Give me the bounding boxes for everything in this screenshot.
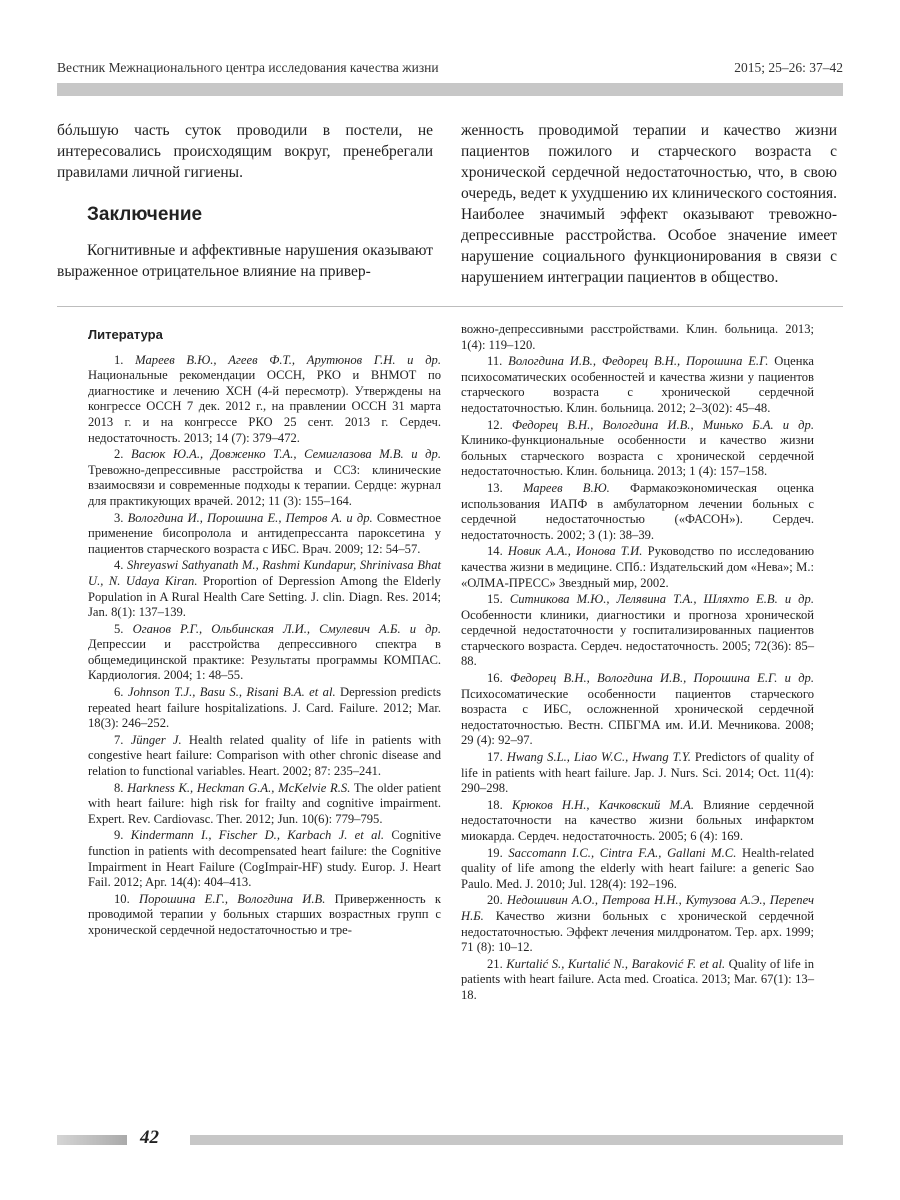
reference-authors: Saccomann I.C., Cintra F.A., Gallani M.C. (508, 845, 737, 860)
reference-item (461, 798, 814, 845)
reference-authors: Jünger J. (130, 732, 182, 747)
reference-authors: Васюк Ю.А., Довженко Т.А., Семиглазова М.В. и др. (131, 447, 441, 462)
reference-authors: Kurtalić S., Kurtalić N., Baraković F. et al. (506, 956, 726, 971)
reference-item (461, 846, 814, 893)
reference-authors: Федорец В.Н., Вологдина И.В., Порошина Е.Г. и др. (510, 671, 815, 686)
section-divider (57, 306, 843, 307)
body-text (57, 120, 843, 290)
reference-number: 19. (487, 845, 509, 860)
reference-item (88, 892, 441, 939)
reference-item (461, 592, 814, 670)
reference-item (88, 622, 441, 684)
reference-item (88, 828, 441, 890)
footer-bar-right (190, 1135, 843, 1145)
reference-text: Совместное применение бисопролола и антидепрессанта пароксетина у пациентов старческого возраста с ИБС. Врач. 2009; 12: 54–57. (88, 510, 441, 556)
reference-number: 20. (487, 893, 507, 908)
page-number: 42 (140, 1127, 159, 1148)
reference-number: 17. (487, 750, 507, 765)
reference-number: 13. (487, 480, 523, 495)
reference-item (461, 418, 814, 480)
reference-item (88, 353, 441, 447)
reference-number: 7. (114, 732, 131, 747)
journal-title: Вестник Межнационального центра исследования качества жизни (57, 60, 439, 75)
reference-number: 10. (114, 891, 140, 906)
reference-text: Качество жизни больных с хронической сердечной недостаточностью. Эффект лечения милдронатом. Тер. арх. 1999; 71 (8): 10–12. (461, 908, 814, 955)
reference-authors: Harkness K., Heckman G.A., McKelvie R.S. (127, 780, 351, 795)
reference-text: Тревожно-депрессивные расстройства и ССЗ: клинические взаимосвязи и современные подходы к терапии. Сердце: журнал для практикующих врачей. 2012; 11 (3): 155–164. (88, 462, 441, 508)
reference-number: 11. (487, 354, 509, 369)
issue-info: 2015; 25–26: 37–42 (734, 60, 843, 75)
reference-text: Депрессии и расстройства депрессивного спектра в общемедицинской практике: Результаты программы КОМПАС. Кардиология. 2004; 1: 48–55. (88, 637, 441, 683)
reference-text: Приверженность к проводимой терапии у больных старших возрастных групп с хронической сердечной недостаточностью и тре- (88, 891, 442, 937)
reference-number: 16. (487, 671, 511, 686)
reference-number: 12. (487, 417, 512, 432)
reference-item (88, 733, 441, 780)
reference-number: 4. (114, 558, 127, 573)
reference-authors: Оганов Р.Г., Ольбинская Л.И., Смулевич А.Б. и др. (132, 621, 441, 636)
reference-item (461, 671, 814, 749)
reference-text: Predictors of quality of life in patients with heart failure. Jap. J. Nurs. Sci. 2014; Oct. 11(4): 290–298. (461, 750, 815, 796)
body-paragraph: бóльшую часть суток проводили в постели, не интересовались происходящим вокруг, пренебрегали правилами личной гигиены. (57, 122, 433, 181)
references-section (88, 322, 843, 1102)
footer-bar-left (57, 1135, 127, 1145)
reference-text: Depression predicts repeated heart failure hospitalizations. J. Card. Failure. 2012; Mar. 18(3): 246–252. (88, 685, 442, 731)
reference-number: 21. (487, 956, 507, 971)
reference-text: Health-related quality of life among the elderly with heart failure: a generic Sao Paulo. Med. J. 2010; Jul. 128(4): 192–196. (461, 845, 815, 891)
reference-authors: Johnson T.J., Basu S., Risani B.A. et al. (127, 685, 336, 700)
reference-number: 6. (114, 685, 128, 700)
reference-item (88, 447, 441, 509)
reference-authors: Крюков Н.Н., Качковский М.А. (511, 797, 695, 812)
reference-item (461, 893, 814, 955)
reference-authors: Мареев В.Ю., Агеев Ф.Т., Арутюнов Г.Н. и др. (135, 352, 442, 367)
reference-text: Психосоматические особенности пациентов старческого возраста с ИБС, осложненной хронической сердечной недостаточностью. Вестн. СПБГМА им. И.И. Мечникова. 2008; 29 (4): 92–97. (461, 686, 814, 748)
body-column-right (461, 120, 837, 288)
reference-item (461, 481, 814, 543)
reference-number: 3. (114, 510, 128, 525)
reference-item (88, 685, 441, 732)
reference-item (88, 558, 441, 620)
reference-authors: Kindermann I., Fischer D., Karbach J. et al. (130, 828, 385, 843)
reference-authors: Новик А.А., Ионова Т.И. (507, 544, 643, 559)
reference-text: Клинико-функциональные особенности и качество жизни больных старческого возраста с хронической сердечной недостаточностью. Клин. больница. 2013; 1 (4): 157–158. (461, 433, 814, 479)
body-column-left (57, 120, 433, 282)
reference-authors: Hwang S.L., Liao W.C., Hwang T.Y. (506, 750, 691, 765)
references-heading: Литература (88, 327, 163, 342)
reference-number: 18. (487, 797, 512, 812)
body-paragraph: Когнитивные и аффективные нарушения оказывают выраженное отрицательное влияние на привер- (57, 242, 433, 280)
reference-item (461, 354, 814, 416)
reference-authors: Вологдина И., Порошина Е., Петров А. и др. (127, 510, 373, 525)
reference-authors: Ситникова М.Ю., Лелявина Т.А., Шляхто Е.В. и др. (509, 592, 814, 607)
reference-authors: Вологдина И.В., Федорец В.Н., Порошина Е.Г. (508, 354, 769, 369)
reference-number: 2. (114, 447, 132, 462)
reference-text: Health related quality of life in patients with congestive heart failure: Comparison with other chronic disease and relation to functional variables. Heart. 2002; 87: 235–241. (88, 732, 441, 779)
body-paragraph: женность проводимой терапии и качество жизни пациентов пожилого и старческого возраста с хронической сердечной недостаточностью, что, в свою очередь, ведет к ухудшению их клинического состояния. Наиболее значимый эффект оказывают тревожно-депрессивные расстройства. Особое значение имеет нарушение социального функционирования в связи с нарушением интеграции пациентов в общество. (461, 122, 837, 286)
reference-continuation: вожно-депрессивными расстройствами. Клин. больница. 2013; 1(4): 119–120. (461, 322, 814, 352)
reference-number: 14. (487, 544, 508, 559)
reference-text: Оценка психосоматических особенностей и качества жизни у пациентов старческого возраста с хронической сердечной недостаточностью. Клин. больница. 2012; 2–3(02): 45–48. (461, 354, 814, 415)
reference-number: 15. (487, 592, 510, 607)
reference-text: Влияние сердечной недостаточности на качество жизни больных инфарктом миокарда. Сердеч. недостаточность. 2005; 6 (4): 169. (461, 797, 815, 843)
reference-number: 8. (114, 780, 128, 795)
reference-authors: Мареев В.Ю. (522, 480, 610, 495)
running-header (57, 60, 843, 82)
reference-item (461, 957, 814, 1004)
header-bar (57, 83, 843, 96)
reference-number: 9. (114, 828, 131, 843)
reference-number: 5. (114, 621, 133, 636)
reference-item (461, 750, 814, 797)
reference-text: Руководство по исследованию качества жизни в медицине. СПб.: Издательский дом «Нева»; М.: «ОЛМА-ПРЕСС» Звездный мир, 2002. (461, 544, 815, 590)
reference-text: Cognitive function in patients with decompensated heart failure: the Cognitive Impairment in Heart Failure (CogImpair-HF) study. Europ. J. Heart Fail. 2012; Apr. 14(4): 404–413. (88, 828, 442, 890)
references-column-right (461, 322, 814, 1005)
reference-number: 1. (114, 352, 136, 367)
reference-item (88, 511, 441, 558)
reference-authors: Shreyaswi Sathyanath M., Rashmi Kundapur, Shrinivasa Bhat U., N. Udaya Kiran. (88, 558, 441, 588)
section-heading: Заключение (87, 204, 203, 225)
reference-text: Особенности клиники, диагностики и прогноза хронической сердечной недостаточности у госпитализированных пациентов старческого возраста. Сердеч. недостаточность. 2005; 72(36): 85–88. (461, 607, 814, 669)
reference-text: Национальные рекомендации ОССН, РКО и ВНМОТ по диагностике и лечению ХСН (4-й пересмотр). Утверждены на конгрессе ОССН 7 дек. 2012 г., на правлении ОССН 31 марта 2013 г. и на конгрессе РКО 25 сент. 2013 г. Сердеч. недостаточность. 2013; 14 (7): 379–472. (88, 368, 441, 445)
reference-item (88, 781, 441, 828)
reference-authors: Федорец В.Н., Вологдина И.В., Минько Б.А. и др. (511, 417, 814, 432)
reference-text: Quality of life in patients with heart failure. Acta med. Croatica. 2013; Mar. 67(1): 13–18. (461, 956, 815, 1002)
reference-text: Proportion of Depression Among the Elderly Population in A Rural Health Care Setting. J. clin. Diagn. Res. 2014; Jan. 8(1): 137–139. (88, 573, 441, 620)
reference-item (461, 544, 814, 591)
reference-text: Фармакоэкономическая оценка использования ИАПФ в амбулаторном лечении больных с сердечной недостаточностью («ФАСОН»). Сердеч. недостаточность. 2002; 3 (1): 38–39. (461, 480, 814, 542)
reference-authors: Недошивин А.О., Петрова Н.Н., Кутузова А.Э., Перепеч Н.Б. (461, 893, 814, 923)
reference-authors: Порошина Е.Г., Вологдина И.В. (139, 891, 326, 906)
references-column-left (88, 322, 441, 940)
reference-text: The older patient with heart failure: high risk for frailty and cognitive impairment. Expert. Rev. Cardiovasc. Ther. 2012; Jun. 10(6): 779–795. (88, 780, 441, 826)
